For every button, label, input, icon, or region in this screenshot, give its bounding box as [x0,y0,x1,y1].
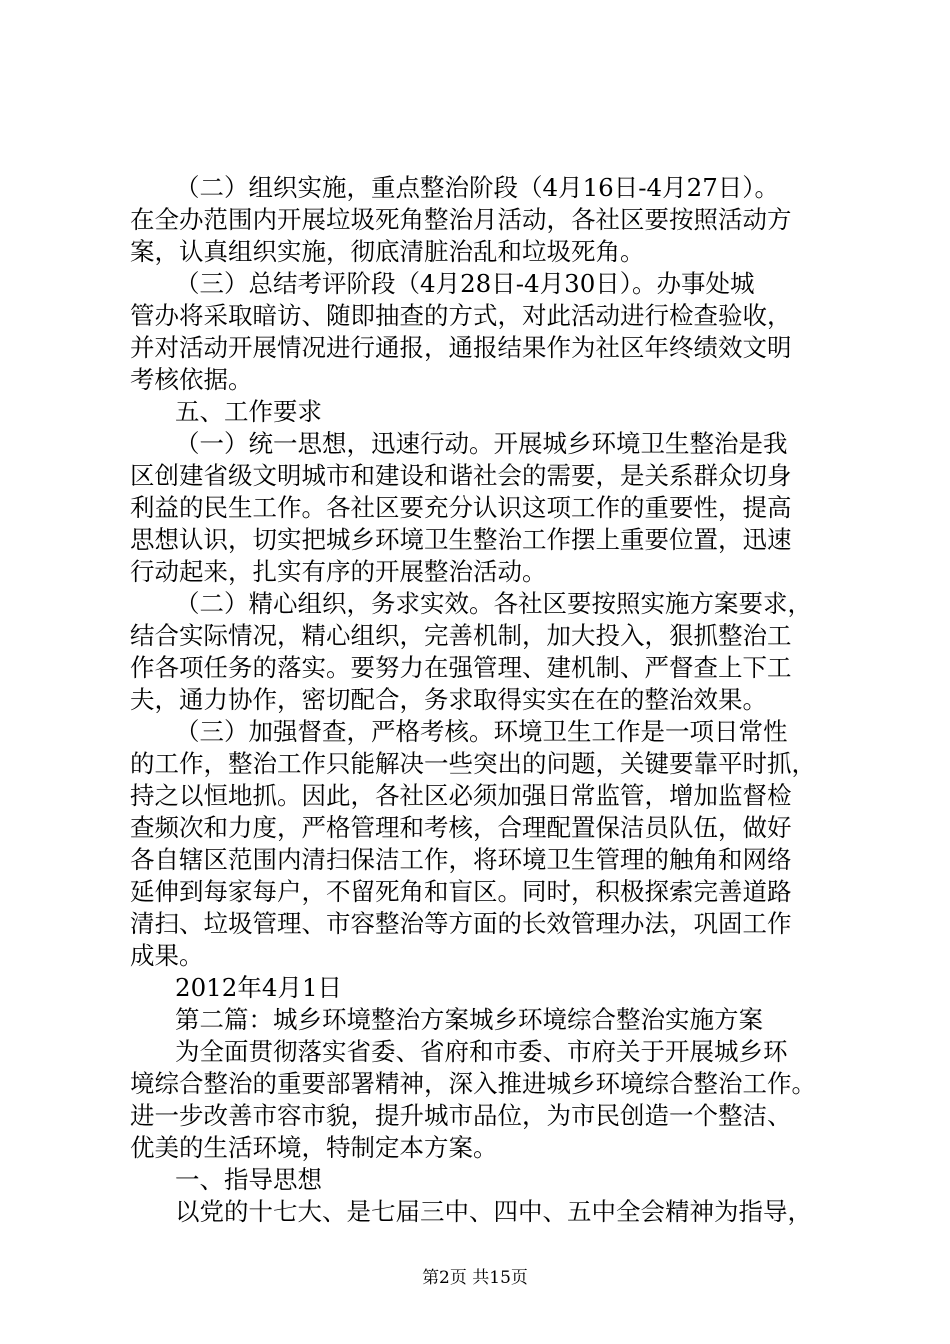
text-line: （一）统一思想，迅速行动。开展城乡环境卫生整治是我 [175,429,788,458]
text-line: 进一步改善市容市貌，提升城市品位，为市民创造一个整洁、 [130,1101,792,1130]
text-line: （三）加强督查，严格考核。环境卫生工作是一项日常性 [175,717,788,746]
document-body [130,172,830,1228]
text-line: 区创建省级文明城市和建设和谐社会的需要，是关系群众切身 [130,461,792,490]
text-line: （三）总结考评阶段（4月28日-4月30日）。办事处城 [175,269,755,298]
text-line: 为全面贯彻落实省委、省府和市委、市府关于开展城乡环 [175,1037,788,1066]
text-line: 持之以恒地抓。因此，各社区必须加强日常监管，增加监督检 [130,781,792,810]
text-line: 结合实际情况，精心组织，完善机制，加大投入，狠抓整治工 [130,621,792,650]
text-line: 利益的民生工作。各社区要充分认识这项工作的重要性，提高 [130,493,792,522]
text-line: 的工作，整治工作只能解决一些突出的问题，关键要靠平时抓， [130,749,816,778]
section-heading: 一、指导思想 [175,1165,322,1194]
section-heading: 五、工作要求 [175,397,322,426]
text-line: （二）组织实施，重点整治阶段（4月16日-4月27日）。 [175,173,780,202]
text-line: 优美的生活环境，特制定本方案。 [130,1133,498,1162]
text-line: 行动起来，扎实有序的开展整治活动。 [130,557,547,586]
text-line: 思想认识，切实把城乡环境卫生整治工作摆上重要位置，迅速 [130,525,792,554]
text-line: 清扫、垃圾管理、市容整治等方面的长效管理办法，巩固工作 [130,909,792,938]
text-line: 作各项任务的落实。要努力在强管理、建机制、严督查上下工 [130,653,792,682]
text-line: 境综合整治的重要部署精神，深入推进城乡环境综合整治工作。 [130,1069,816,1098]
text-line: 在全办范围内开展垃圾死角整治月活动，各社区要按照活动方 [130,205,792,234]
chapter-title: 第二篇：城乡环境整治方案城乡环境综合整治实施方案 [175,1005,763,1034]
date-line: 2012年4月1日 [175,973,343,1002]
text-line: 各自辖区范围内清扫保洁工作，将环境卫生管理的触角和网络 [130,845,792,874]
text-line: 查频次和力度，严格管理和考核，合理配置保洁员队伍，做好 [130,813,792,842]
text-line: 考核依据。 [130,365,253,394]
text-line: 以党的十七大、是七届三中、四中、五中全会精神为指导， [175,1197,812,1226]
text-line: 管办将采取暗访、随即抽查的方式，对此活动进行检查验收， [130,301,792,330]
text-line: （二）精心组织，务求实效。各社区要按照实施方案要求， [175,589,812,618]
text-line: 并对活动开展情况进行通报，通报结果作为社区年终绩效文明 [130,333,792,362]
page-number-footer: 第2页 共15页 [422,1268,528,1288]
text-line: 成果。 [130,941,204,970]
text-line: 延伸到每家每户，不留死角和盲区。同时，积极探索完善道路 [130,877,792,906]
text-line: 案，认真组织实施，彻底清脏治乱和垃圾死角。 [130,237,645,266]
text-line: 夫，通力协作，密切配合，务求取得实实在在的整治效果。 [130,685,767,714]
